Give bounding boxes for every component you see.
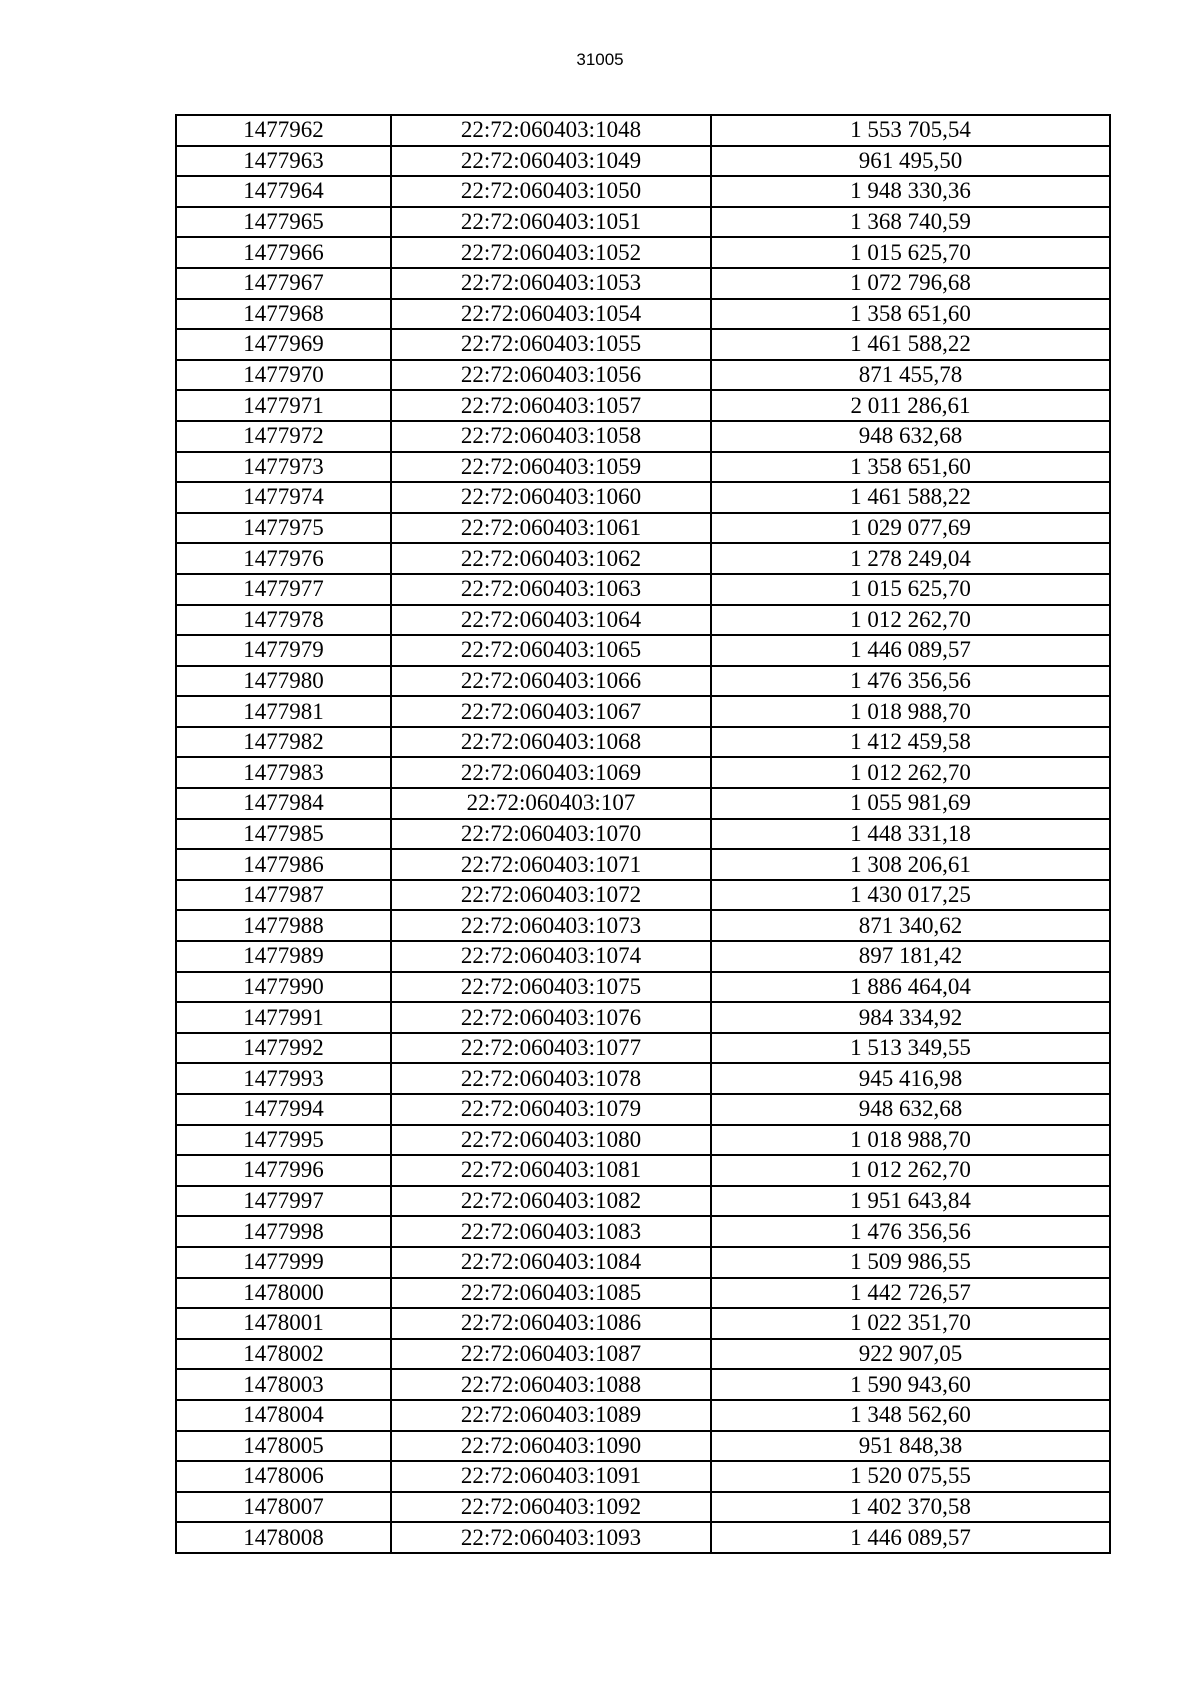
row-number-cell: 1478006 [176,1461,391,1492]
cadastral-value-table [175,114,1111,1554]
row-number-cell: 1477975 [176,513,391,544]
cadastral-value-cell: 1 442 726,57 [711,1278,1110,1309]
cadastral-number-cell: 22:72:060403:1077 [391,1033,711,1064]
row-number-cell: 1477990 [176,972,391,1003]
cadastral-number-cell: 22:72:060403:1087 [391,1339,711,1370]
cadastral-value-cell: 1 886 464,04 [711,972,1110,1003]
cadastral-value-cell: 1 590 943,60 [711,1369,1110,1400]
cadastral-number-cell: 22:72:060403:1055 [391,329,711,360]
row-number-cell: 1477984 [176,788,391,819]
cadastral-value-cell: 1 018 988,70 [711,696,1110,727]
row-number-cell: 1477968 [176,299,391,330]
row-number-cell: 1477996 [176,1155,391,1186]
cadastral-number-cell: 22:72:060403:1059 [391,452,711,483]
table-row [176,635,1110,666]
table-row [176,1247,1110,1278]
row-number-cell: 1477978 [176,605,391,636]
row-number-cell: 1477994 [176,1094,391,1125]
table-row [176,452,1110,483]
cadastral-value-cell: 948 632,68 [711,1094,1110,1125]
row-number-cell: 1477983 [176,757,391,788]
cadastral-value-cell: 1 448 331,18 [711,819,1110,850]
table-row [176,115,1110,146]
cadastral-value-cell: 1 029 077,69 [711,513,1110,544]
cadastral-value-cell: 1 012 262,70 [711,605,1110,636]
row-number-cell: 1477991 [176,1002,391,1033]
table-row [176,1492,1110,1523]
cadastral-value-cell: 1 012 262,70 [711,1155,1110,1186]
table-row [176,880,1110,911]
cadastral-value-cell: 1 278 249,04 [711,543,1110,574]
cadastral-value-cell: 1 461 588,22 [711,482,1110,513]
row-number-cell: 1478007 [176,1492,391,1523]
row-number-cell: 1477974 [176,482,391,513]
cadastral-value-cell: 1 348 562,60 [711,1400,1110,1431]
row-number-cell: 1477972 [176,421,391,452]
row-number-cell: 1477967 [176,268,391,299]
cadastral-number-cell: 22:72:060403:1071 [391,849,711,880]
table-row [176,268,1110,299]
cadastral-value-cell: 1 476 356,56 [711,666,1110,697]
row-number-cell: 1478004 [176,1400,391,1431]
cadastral-number-cell: 22:72:060403:1049 [391,146,711,177]
cadastral-number-cell: 22:72:060403:1074 [391,941,711,972]
cadastral-number-cell: 22:72:060403:1075 [391,972,711,1003]
row-number-cell: 1477992 [176,1033,391,1064]
table-row [176,1216,1110,1247]
table-row [176,605,1110,636]
table-row [176,146,1110,177]
cadastral-number-cell: 22:72:060403:1063 [391,574,711,605]
cadastral-number-cell: 22:72:060403:1080 [391,1125,711,1156]
cadastral-value-cell: 1 018 988,70 [711,1125,1110,1156]
cadastral-number-cell: 22:72:060403:1089 [391,1400,711,1431]
cadastral-value-cell: 871 455,78 [711,360,1110,391]
cadastral-value-cell: 1 461 588,22 [711,329,1110,360]
cadastral-value-cell: 948 632,68 [711,421,1110,452]
table-row [176,1033,1110,1064]
table-row [176,666,1110,697]
cadastral-value-cell: 1 951 643,84 [711,1186,1110,1217]
table-row [176,849,1110,880]
table-row [176,696,1110,727]
row-number-cell: 1477971 [176,390,391,421]
row-number-cell: 1477981 [176,696,391,727]
row-number-cell: 1477982 [176,727,391,758]
table-row [176,1308,1110,1339]
page-number: 31005 [576,50,624,69]
table-row [176,757,1110,788]
row-number-cell: 1477986 [176,849,391,880]
cadastral-value-cell: 1 446 089,57 [711,635,1110,666]
table-row [176,1002,1110,1033]
cadastral-number-cell: 22:72:060403:1065 [391,635,711,666]
cadastral-value-cell: 1 553 705,54 [711,115,1110,146]
cadastral-value-cell: 945 416,98 [711,1063,1110,1094]
cadastral-number-cell: 22:72:060403:1086 [391,1308,711,1339]
cadastral-value-cell: 922 907,05 [711,1339,1110,1370]
table-row [176,421,1110,452]
row-number-cell: 1477988 [176,910,391,941]
cadastral-value-cell: 871 340,62 [711,910,1110,941]
cadastral-value-cell: 1 948 330,36 [711,176,1110,207]
table-row [176,1125,1110,1156]
table-row [176,237,1110,268]
table-row [176,513,1110,544]
table-row [176,390,1110,421]
row-number-cell: 1477979 [176,635,391,666]
row-number-cell: 1477965 [176,207,391,238]
cadastral-number-cell: 22:72:060403:1062 [391,543,711,574]
cadastral-number-cell: 22:72:060403:1092 [391,1492,711,1523]
table-row [176,329,1110,360]
table-row [176,1369,1110,1400]
table-row [176,207,1110,238]
row-number-cell: 1477976 [176,543,391,574]
table-row [176,176,1110,207]
cadastral-value-cell: 1 513 349,55 [711,1033,1110,1064]
table-row [176,972,1110,1003]
cadastral-number-cell: 22:72:060403:1056 [391,360,711,391]
cadastral-number-cell: 22:72:060403:1083 [391,1216,711,1247]
cadastral-value-cell: 1 476 356,56 [711,1216,1110,1247]
row-number-cell: 1478001 [176,1308,391,1339]
row-number-cell: 1477993 [176,1063,391,1094]
table-row [176,1094,1110,1125]
table-row [176,1155,1110,1186]
row-number-cell: 1478000 [176,1278,391,1309]
cadastral-number-cell: 22:72:060403:1070 [391,819,711,850]
cadastral-number-cell: 22:72:060403:1090 [391,1431,711,1462]
table-row [176,941,1110,972]
row-number-cell: 1477964 [176,176,391,207]
cadastral-number-cell: 22:72:060403:1050 [391,176,711,207]
cadastral-number-cell: 22:72:060403:1067 [391,696,711,727]
cadastral-number-cell: 22:72:060403:1091 [391,1461,711,1492]
cadastral-number-cell: 22:72:060403:1084 [391,1247,711,1278]
cadastral-number-cell: 22:72:060403:1078 [391,1063,711,1094]
table-row [176,1186,1110,1217]
cadastral-value-cell: 1 015 625,70 [711,574,1110,605]
table-row [176,360,1110,391]
cadastral-value-cell: 1 402 370,58 [711,1492,1110,1523]
row-number-cell: 1477998 [176,1216,391,1247]
table-row [176,299,1110,330]
table-row [176,1522,1110,1553]
cadastral-value-cell: 961 495,50 [711,146,1110,177]
table-row [176,1400,1110,1431]
row-number-cell: 1477989 [176,941,391,972]
cadastral-number-cell: 22:72:060403:1048 [391,115,711,146]
table-row [176,1278,1110,1309]
cadastral-value-cell: 1 072 796,68 [711,268,1110,299]
row-number-cell: 1477973 [176,452,391,483]
table-row [176,788,1110,819]
cadastral-number-cell: 22:72:060403:1060 [391,482,711,513]
cadastral-value-cell: 1 358 651,60 [711,299,1110,330]
row-number-cell: 1477999 [176,1247,391,1278]
row-number-cell: 1477966 [176,237,391,268]
cadastral-number-cell: 22:72:060403:107 [391,788,711,819]
cadastral-value-cell: 1 368 740,59 [711,207,1110,238]
cadastral-value-cell: 1 012 262,70 [711,757,1110,788]
cadastral-value-cell: 1 509 986,55 [711,1247,1110,1278]
table-row [176,910,1110,941]
cadastral-number-cell: 22:72:060403:1081 [391,1155,711,1186]
table-row [176,574,1110,605]
cadastral-value-cell: 897 181,42 [711,941,1110,972]
cadastral-number-cell: 22:72:060403:1085 [391,1278,711,1309]
cadastral-number-cell: 22:72:060403:1066 [391,666,711,697]
cadastral-value-cell: 1 430 017,25 [711,880,1110,911]
cadastral-value-cell: 1 015 625,70 [711,237,1110,268]
row-number-cell: 1477970 [176,360,391,391]
cadastral-value-cell: 1 022 351,70 [711,1308,1110,1339]
table-row [176,1431,1110,1462]
cadastral-number-cell: 22:72:060403:1068 [391,727,711,758]
cadastral-number-cell: 22:72:060403:1051 [391,207,711,238]
cadastral-value-cell: 1 358 651,60 [711,452,1110,483]
cadastral-number-cell: 22:72:060403:1064 [391,605,711,636]
cadastral-number-cell: 22:72:060403:1082 [391,1186,711,1217]
row-number-cell: 1477987 [176,880,391,911]
table-row [176,543,1110,574]
row-number-cell: 1477995 [176,1125,391,1156]
cadastral-number-cell: 22:72:060403:1072 [391,880,711,911]
row-number-cell: 1477977 [176,574,391,605]
table-row [176,482,1110,513]
cadastral-value-cell: 1 520 075,55 [711,1461,1110,1492]
cadastral-number-cell: 22:72:060403:1093 [391,1522,711,1553]
cadastral-number-cell: 22:72:060403:1053 [391,268,711,299]
row-number-cell: 1478005 [176,1431,391,1462]
table-row [176,727,1110,758]
cadastral-number-cell: 22:72:060403:1061 [391,513,711,544]
cadastral-number-cell: 22:72:060403:1088 [391,1369,711,1400]
cadastral-value-cell: 984 334,92 [711,1002,1110,1033]
cadastral-number-cell: 22:72:060403:1058 [391,421,711,452]
row-number-cell: 1477980 [176,666,391,697]
table-row [176,1461,1110,1492]
row-number-cell: 1478002 [176,1339,391,1370]
cadastral-value-cell: 951 848,38 [711,1431,1110,1462]
cadastral-number-cell: 22:72:060403:1054 [391,299,711,330]
cadastral-number-cell: 22:72:060403:1073 [391,910,711,941]
row-number-cell: 1478003 [176,1369,391,1400]
cadastral-number-cell: 22:72:060403:1069 [391,757,711,788]
cadastral-number-cell: 22:72:060403:1057 [391,390,711,421]
cadastral-number-cell: 22:72:060403:1079 [391,1094,711,1125]
row-number-cell: 1477962 [176,115,391,146]
table-row [176,1063,1110,1094]
cadastral-value-cell: 1 412 459,58 [711,727,1110,758]
row-number-cell: 1477985 [176,819,391,850]
row-number-cell: 1478008 [176,1522,391,1553]
table-row [176,1339,1110,1370]
row-number-cell: 1477963 [176,146,391,177]
cadastral-value-cell: 1 055 981,69 [711,788,1110,819]
cadastral-value-cell: 2 011 286,61 [711,390,1110,421]
row-number-cell: 1477997 [176,1186,391,1217]
cadastral-number-cell: 22:72:060403:1052 [391,237,711,268]
cadastral-value-cell: 1 446 089,57 [711,1522,1110,1553]
row-number-cell: 1477969 [176,329,391,360]
cadastral-number-cell: 22:72:060403:1076 [391,1002,711,1033]
table-row [176,819,1110,850]
cadastral-value-cell: 1 308 206,61 [711,849,1110,880]
table-body [176,115,1110,1553]
